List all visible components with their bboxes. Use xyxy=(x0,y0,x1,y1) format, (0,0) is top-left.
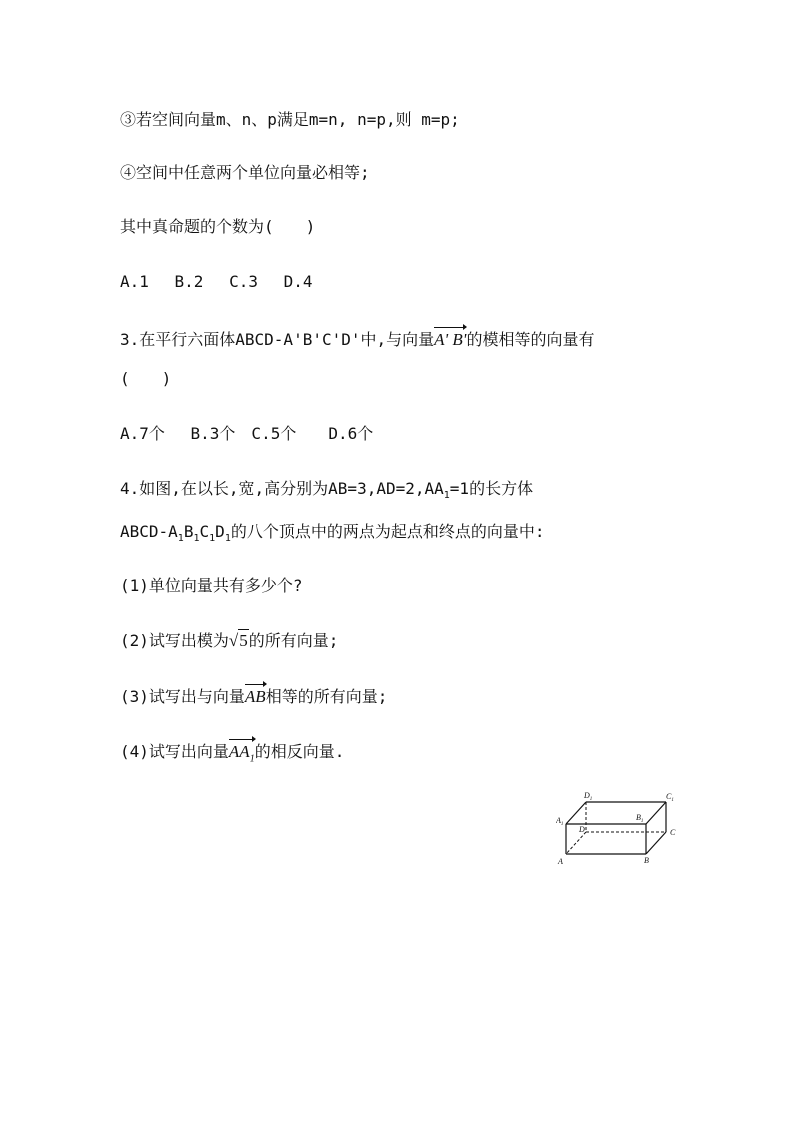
label-a1-letter: A xyxy=(556,816,561,825)
label-b1 xyxy=(636,813,643,824)
q4-stem-line-1 xyxy=(120,478,533,507)
label-b: B xyxy=(644,856,649,865)
label-a1-sub: 1 xyxy=(560,822,564,827)
q4-stem-line-1-text: 4.如图,在以长,宽,高分别为AB=3,AD=2,AA xyxy=(120,479,444,498)
q4-l2-b: B xyxy=(183,522,194,541)
label-d1-letter: D xyxy=(584,791,590,800)
q2-item-4: ④空间中任意两个单位向量必相等; xyxy=(120,163,370,182)
label-c1 xyxy=(666,792,674,803)
q3-stem-before: 3.在平行六面体ABCD-A'B'C'D'中,与向量 xyxy=(120,330,435,349)
q2-prompt: 其中真命题的个数为( ) xyxy=(120,217,316,236)
label-c: C xyxy=(670,828,676,837)
q4-sub-2-after: 的所有向量; xyxy=(248,631,339,650)
sqrt-five: √5 xyxy=(228,631,248,650)
vector-aa1 xyxy=(229,738,255,770)
q4-l2-sub-c: 1 xyxy=(209,533,216,545)
q4-sub-4 xyxy=(120,738,344,770)
edge-b1-c1 xyxy=(646,802,666,824)
q4-l2-a: ABCD-A xyxy=(120,522,178,541)
vector-a-prime-b-prime: A' B' xyxy=(434,326,466,351)
q4-stem-line-1-sub: 1 xyxy=(443,490,450,502)
vector-aa1-sub: 1 xyxy=(249,753,255,765)
q4-l2-after: 的八个顶点中的两点为起点和终点的向量中: xyxy=(230,522,545,541)
q4-sub-3-after: 相等的所有向量; xyxy=(265,687,388,706)
q4-l2-sub-b: 1 xyxy=(193,533,200,545)
vector-ab: AB xyxy=(245,683,266,708)
vector-aa1-text: AA xyxy=(228,742,250,761)
label-d1-sub: 1 xyxy=(589,797,593,802)
q4-stem-line-1-after: =1的长方体 xyxy=(449,479,534,498)
label-a1 xyxy=(556,816,563,827)
q4-stem-line-2 xyxy=(120,521,544,550)
q4-sub-4-before: (4)试写出向量 xyxy=(120,742,229,761)
label-b1-letter: B xyxy=(636,813,641,822)
q4-l2-sub-d: 1 xyxy=(224,533,231,545)
q4-l2-d: D xyxy=(215,522,225,541)
q3-stem-after: 的模相等的向量有 xyxy=(466,330,595,349)
sqrt-radicand: 5 xyxy=(239,631,248,650)
label-b1-sub: 1 xyxy=(640,819,644,824)
q4-l2-c: C xyxy=(199,522,210,541)
edge-b-c xyxy=(646,832,666,854)
q4-sub-3-before: (3)试写出与向量 xyxy=(120,687,245,706)
q4-l2-sub-a: 1 xyxy=(177,533,184,545)
q4-sub-4-after: 的相反向量. xyxy=(254,742,345,761)
q3-options: A.7个 B.3个 C.5个 D.6个 xyxy=(120,424,374,443)
q4-sub-3 xyxy=(120,683,387,708)
q2-item-3: ③若空间向量m、n、p满足m=n, n=p,则 m=p; xyxy=(120,110,460,129)
label-c1-sub: 1 xyxy=(671,798,674,803)
q4-sub-2-before: (2)试写出模为 xyxy=(120,631,229,650)
q4-sub-1: (1)单位向量共有多少个? xyxy=(120,576,303,595)
q4-sub-2 xyxy=(120,629,338,652)
label-d: D xyxy=(579,825,585,834)
label-d1 xyxy=(583,791,592,802)
q3-paren: ( ) xyxy=(120,369,172,388)
cuboid-figure xyxy=(556,788,688,866)
edge-d-a xyxy=(566,832,586,854)
q2-options: A.1 B.2 C.3 D.4 xyxy=(120,272,313,291)
q3-stem xyxy=(120,326,594,351)
label-c1-letter: C xyxy=(666,792,672,801)
edge-d1-a1 xyxy=(566,802,586,824)
label-a: A xyxy=(558,857,563,866)
